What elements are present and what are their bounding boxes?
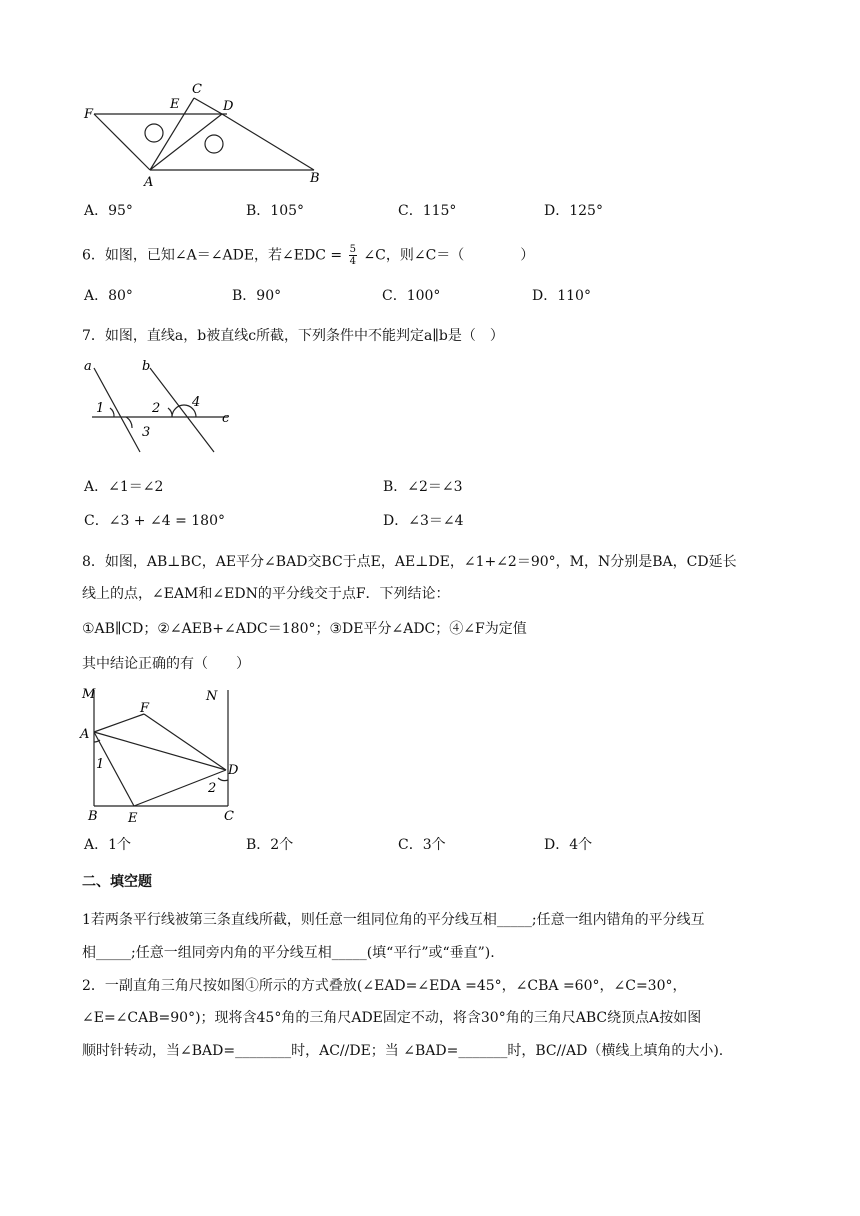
q6-stem bbox=[82, 244, 534, 267]
label-E: E bbox=[170, 97, 180, 112]
q6-option-b: B．90° bbox=[232, 288, 282, 304]
label-2: 2 bbox=[208, 781, 217, 796]
label-C: C bbox=[224, 809, 234, 824]
q8-option-a: A．1个 bbox=[84, 837, 132, 853]
label-1: 1 bbox=[96, 401, 105, 416]
label-1: 1 bbox=[96, 757, 105, 772]
label-B: B bbox=[310, 171, 320, 186]
label-4: 4 bbox=[192, 395, 201, 410]
figure-q5 bbox=[80, 78, 330, 190]
label-E: E bbox=[128, 811, 138, 824]
q5-option-d: D．125° bbox=[544, 203, 603, 219]
q6-option-a: A．80° bbox=[84, 288, 133, 304]
q5-option-a: A．95° bbox=[84, 203, 133, 219]
q6-stem-post: ∠C，则∠C＝（ ） bbox=[363, 247, 535, 264]
label-c: c bbox=[222, 411, 230, 426]
fill2-line-1: 2．一副直角三角尺按如图①所示的方式叠放(∠EAD=∠EDA =45°，∠CBA =60°，∠C=30°， bbox=[82, 978, 687, 994]
q5-option-b: B．105° bbox=[246, 203, 305, 219]
fill2-line-2: ∠E=∠CAB=90°)；现将含45°角的三角尺ADE固定不动，将含30°角的三角尺ABC绕顶点A按如图 bbox=[82, 1010, 702, 1026]
q7-option-c: C．∠3 + ∠4 = 180° bbox=[84, 513, 225, 529]
section-title-fill-in: 二、填空题 bbox=[82, 874, 152, 890]
label-B: B bbox=[88, 809, 98, 824]
q6-frac-den: 4 bbox=[349, 256, 356, 267]
q6-frac-num: 5 bbox=[349, 244, 356, 255]
q6-stem-pre: 6．如图，已知∠A＝∠ADE，若∠EDC = bbox=[82, 247, 343, 264]
q7-option-a: A．∠1＝∠2 bbox=[84, 479, 164, 495]
label-a: a bbox=[84, 359, 92, 374]
q8-line-3: ①AB∥CD；②∠AEB+∠ADC＝180°；③DE平分∠ADC；④∠F为定值 bbox=[82, 621, 527, 637]
fill2-line-3: 顺时针转动，当∠BAD=________时，AC//DE；当 ∠BAD=_______时，BC//AD（横线上填角的大小). bbox=[82, 1043, 724, 1059]
label-b: b bbox=[142, 359, 151, 374]
q8-option-c: C．3个 bbox=[398, 837, 446, 853]
fill1-line-1: 1若两条平行线被第三条直线所截，则任意一组同位角的平分线互相_____;任意一组内错角的平分线互 bbox=[82, 912, 705, 928]
q8-option-b: B．2个 bbox=[246, 837, 294, 853]
q8-line-4: 其中结论正确的有（ ） bbox=[82, 656, 250, 672]
q7-option-d: D．∠3＝∠4 bbox=[383, 513, 464, 529]
q6-fraction bbox=[349, 244, 357, 267]
q6-option-c: C．100° bbox=[382, 288, 441, 304]
label-A: A bbox=[144, 175, 154, 190]
q8-option-d: D．4个 bbox=[544, 837, 593, 853]
figure-q8 bbox=[78, 682, 248, 824]
label-2: 2 bbox=[152, 401, 161, 416]
label-C: C bbox=[192, 82, 202, 97]
q7-option-b: B．∠2＝∠3 bbox=[383, 479, 463, 495]
figure-q7 bbox=[80, 356, 240, 456]
label-N: N bbox=[206, 689, 218, 704]
q5-option-c: C．115° bbox=[398, 203, 457, 219]
fill1-line-2: 相_____;任意一组同旁内角的平分线互相_____(填“平行”或“垂直”). bbox=[82, 945, 495, 961]
q8-line-1: 8．如图，AB⊥BC，AE平分∠BAD交BC于点E，AE⊥DE，∠1+∠2＝90°，M，N分别是BA，CD延长 bbox=[82, 554, 737, 570]
label-3: 3 bbox=[142, 425, 151, 440]
q8-line-2: 线上的点，∠EAM和∠EDN的平分线交于点F．下列结论： bbox=[82, 586, 450, 602]
label-M: M bbox=[82, 687, 96, 702]
label-F: F bbox=[140, 701, 150, 716]
label-D: D bbox=[223, 99, 234, 114]
q7-stem: 7．如图，直线a，b被直线c所截，下列条件中不能判定a∥b是（ ） bbox=[82, 328, 504, 344]
label-A: A bbox=[80, 727, 90, 742]
q6-option-d: D．110° bbox=[532, 288, 591, 304]
label-D: D bbox=[228, 763, 239, 778]
label-F: F bbox=[84, 107, 94, 122]
